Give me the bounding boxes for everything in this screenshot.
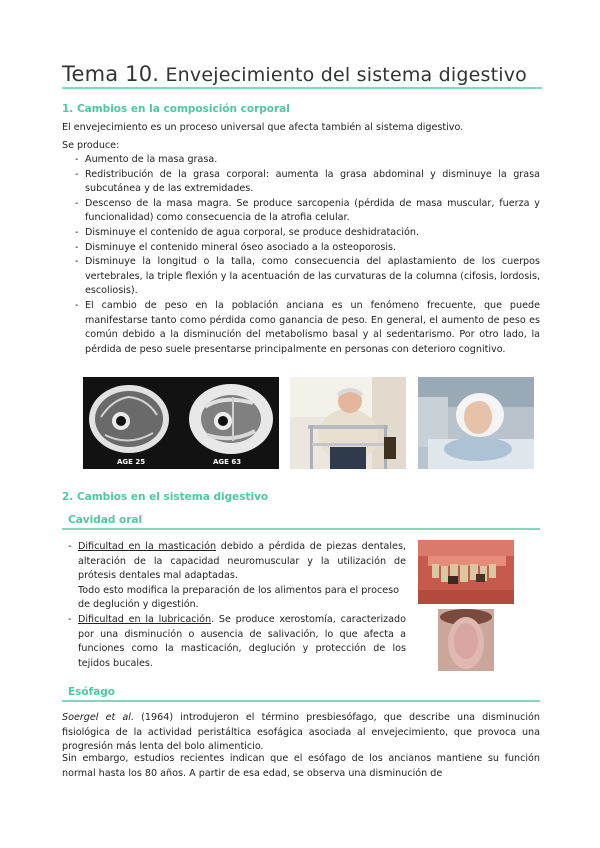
mri-drawing [83,377,279,469]
list-item: - Disminuye la longitud o la talla, como consecuencia del aplastamiento de los cuerpos vertebrales, la triple flexión y la acentuación de las curvaturas de la columna (cifosis, lordosis, escoliosis). [75,255,540,299]
list-item [68,540,406,613]
chewing-difficulty-extra: Todo esto modifica la preparación de los alimentos para el proceso de deglución y digestión. [78,584,399,611]
body-composition-list [75,153,540,357]
lubrication-difficulty-text: . Se produce xerostomía, caracterizado por una disminución o ausencia de salivación, lo que afecta a funciones como la masticación, deglución y protección de los tejidos bucales. [78,613,406,669]
chewing-difficulty-term: Dificultad en la masticación [78,541,217,552]
chewing-difficulty-text: debido a pérdida de piezas dentales, alteración de la capacidad neuromuscular y la utilización de prótesis dentales mal adaptadas. [78,541,406,582]
mri-caption-age-25: AGE 25 [117,458,146,466]
oral-cavity-list [68,540,406,671]
list-item: - Disminuye el contenido mineral óseo asociado a la osteoporosis. [75,241,540,256]
elderly-man-walker-photo [290,377,406,469]
title-text: Envejecimiento del sistema digestivo [165,64,528,86]
mri-caption-age-63: AGE 63 [213,458,242,466]
section-1-intro: El envejecimiento es un proceso universal que afecta también al sistema digestivo. [62,122,464,133]
oral-cavity-heading: Cavidad oral [68,514,143,526]
photo-drawing [290,377,406,469]
dry-tongue-photo [438,609,494,671]
elderly-woman-bed-photo [418,377,534,469]
photo-drawing [438,609,494,671]
page-title [62,62,527,86]
section-2-heading: 2. Cambios en el sistema digestivo [62,491,269,503]
esophagus-p1-text: (1964) introdujeron el término presbiesófago, que describe una disminución fisiológica de la actividad peristáltica esofágica asociada al envejecimiento, que provoca una progresión más lenta del bolo alimenticio. [62,712,540,753]
esophagus-paragraph-1 [62,711,540,755]
lubrication-difficulty-term: Dificultad en la lubricación [78,613,212,625]
soergel-author: Soergel et al. [62,712,135,723]
produce-label: Se produce: [62,140,120,151]
title-divider [62,87,542,89]
esophagus-paragraph-2: Sin embargo, estudios recientes indican que el esófago de los ancianos mantiene su función normal hasta los 80 años. A partir de esa edad, se observa una disminución de [62,753,540,779]
oral-cavity-divider [62,528,540,530]
title-number: Tema 10. [62,62,160,86]
list-item: - Descenso de la masa magra. Se produce sarcopenia (pérdida de masa muscular, fuerza y funcionalidad) como consecuencia de la atrofia celular. [75,197,540,226]
photo-drawing [418,540,514,604]
photo-drawing [418,377,534,469]
damaged-teeth-photo [418,540,514,604]
thigh-mri-comparison-image [83,377,279,469]
list-item [68,613,406,671]
section-1-heading: 1. Cambios en la composición corporal [62,103,290,115]
list-item: - Redistribución de la grasa corporal: aumenta la grasa abdominal y disminuye la grasa subcutánea y de las extremidades. [75,168,540,197]
esophagus-heading: Esófago [68,686,116,698]
list-item: - El cambio de peso en la población anciana es un fenómeno frecuente, que puede manifestarse tanto como pérdida como ganancia de peso. En general, el aumento de peso es común debido a la disminución del metabolismo basal y al sedentarismo. Por otro lado, la pérdida de peso suele presentarse principalmente en personas con deterioro cognitivo. [75,299,540,357]
list-item: - Aumento de la masa grasa. [75,153,540,168]
esophagus-divider [62,700,540,702]
list-item: - Disminuye el contenido de agua corporal, se produce deshidratación. [75,226,540,241]
